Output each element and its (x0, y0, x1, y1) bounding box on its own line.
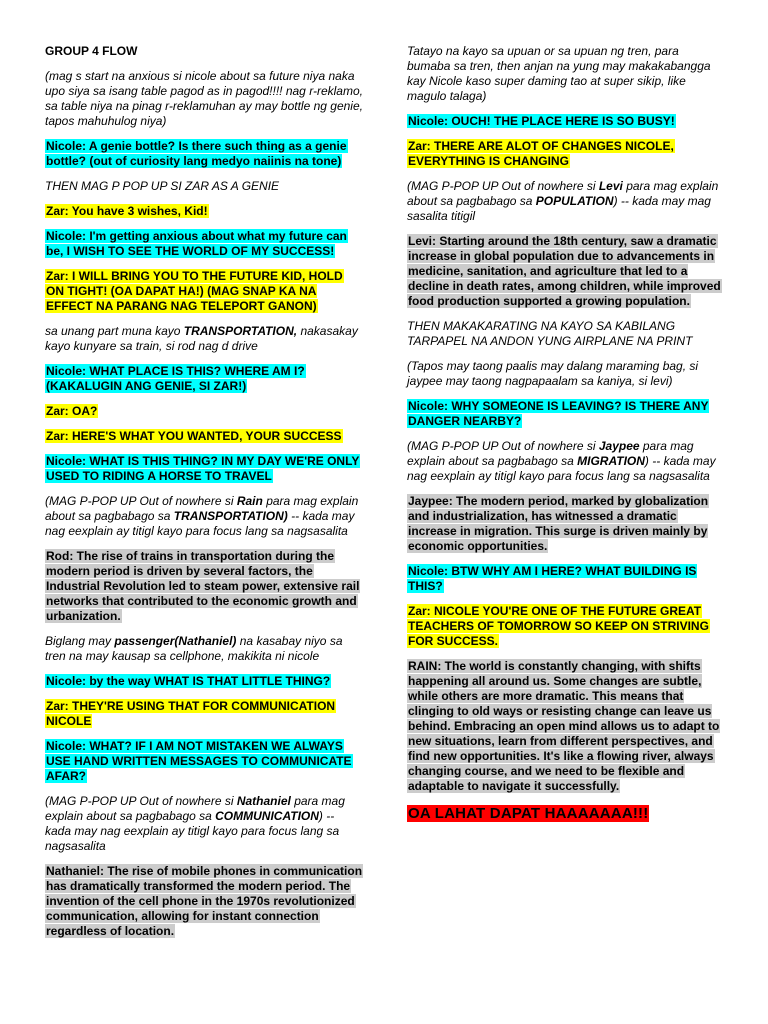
closing-line-text: OA LAHAT DAPAT HAAAAAAA!!! (408, 805, 649, 822)
stage-text: ) -- kada may mag sasalita titigil (407, 194, 711, 223)
stage-text: nakasakay kayo kunyare sa train, si rod nag d drive (45, 324, 358, 353)
stage-direction: (Tapos may taong paalis may dalang maraming bag, si jaypee may taong nagpapaalam sa kaniya, si levi) (407, 359, 699, 388)
speaker-explanation-text: Levi: Starting around the 18th century, saw a dramatic increase in global population due to advancements in medicine, sanitation, and agriculture that led to a decline in death rates, among children, while improved food production supported a growing population. (408, 234, 721, 308)
stage-text: na kasabay niyo sa tren na may kausap sa cellphone, makikita ni nicole (45, 634, 343, 663)
dialogue-nicole-text: Nicole: WHAT PLACE IS THIS? WHERE AM I? (KAKALUGIN ANG GENIE, SI ZAR!) (46, 364, 305, 393)
dialogue-nicole-text: Nicole: BTW WHY AM I HERE? WHAT BUILDING IS THIS? (408, 564, 697, 593)
stage-text: para mag explain about sa pagbabago sa (45, 794, 345, 823)
left-column (45, 44, 363, 949)
closing-line (407, 804, 725, 823)
speaker-explanation-text: Rod: The rise of trains in transportation during the modern period is driven by several factors, the Industrial Revolution led to steam power, extensive rail networks that contributed to the economic growth and urbanization. (46, 549, 360, 623)
dialogue-nicole (407, 564, 725, 594)
stage-text: sa unang part muna kayo (45, 324, 184, 338)
dialogue-zar-text: Zar: NICOLE YOU'RE ONE OF THE FUTURE GREAT TEACHERS OF TOMORROW SO KEEP ON STRIVING FOR SUCCESS. (408, 604, 709, 648)
speaker-name: Rain (236, 494, 263, 508)
dialogue-nicole (45, 139, 363, 169)
dialogue-nicole (407, 114, 725, 129)
dialogue-nicole (407, 399, 725, 429)
stage-direction: THEN MAKAKARATING NA KAYO SA KABILANG TARPAPEL NA ANDON YUNG AIRPLANE NA PRINT (407, 319, 693, 348)
dialogue-zar (45, 429, 363, 444)
dialogue-nicole (45, 364, 363, 394)
speaker-explanation-text: Jaypee: The modern period, marked by globalization and industrialization, has witnessed a dramatic increase in migration. This surge is driven mainly by economic opportunities. (408, 494, 709, 553)
speaker-name: Nathaniel (236, 794, 291, 808)
dialogue-nicole-text: Nicole: A genie bottle? Is there such thing as a genie bottle? (out of curiosity lang medyo naiinis na tone) (46, 139, 347, 168)
document-title: GROUP 4 FLOW (45, 44, 138, 58)
stage-text: (MAG P-POP UP Out of nowhere si (407, 179, 599, 193)
stage-text: para mag explain about sa pagbabago sa (407, 179, 719, 208)
topic-name: TRANSPORTATION) (173, 509, 288, 523)
dialogue-nicole-text: Nicole: OUCH! THE PLACE HERE IS SO BUSY! (408, 114, 675, 128)
stage-direction: Tatayo na kayo sa upuan or sa upuan ng tren, para bumaba sa tren, then anjan na yung may makakabangga kay Nicole kaso super daming tao at super sikip, like magulo talaga) (407, 44, 711, 103)
stage-direction (45, 494, 363, 539)
speaker-name: Levi (598, 179, 623, 193)
right-column (407, 44, 725, 833)
stage-text: (MAG P-POP UP Out of nowhere si (45, 794, 237, 808)
stage-text: ) -- kada may nag eexplain ay titigl kayo para focus lang sa nagsasalita (45, 809, 340, 853)
dialogue-zar-text: Zar: HERE'S WHAT YOU WANTED, YOUR SUCCESS (46, 429, 342, 443)
speaker-explanation-text: RAIN: The world is constantly changing, with shifts happening all around us. Some changes are subtle, while others are more dramatic. This means that clinging to old ways or resisting change can leave us behind. Embracing an open mind allows us to adapt to new situations, learn from different perspectives, and find new opportunities. It's like a flowing river, always changing course, and we need to be flexible and adaptable to navigate it successfully. (408, 659, 720, 793)
dialogue-nicole-text: Nicole: by the way WHAT IS THAT LITTLE THING? (46, 674, 331, 688)
dialogue-zar-text: Zar: OA? (46, 404, 98, 418)
stage-direction (407, 439, 725, 484)
dialogue-zar-text: Zar: I WILL BRING YOU TO THE FUTURE KID, HOLD ON TIGHT! (OA DAPAT HA!) (MAG SNAP KA NA EFFECT NA PARANG NAG TELEPORT GANON) (46, 269, 343, 313)
stage-direction (407, 179, 725, 224)
stage-direction (45, 634, 363, 664)
speaker-explanation (45, 549, 363, 624)
stage-direction: THEN MAG P POP UP SI ZAR AS A GENIE (45, 179, 280, 193)
speaker-explanation (407, 659, 725, 794)
speaker-explanation-text: Nathaniel: The rise of mobile phones in communication has dramatically transformed the modern period. The invention of the cell phone in the 1970s revolutionized communication, allowing for instant connection regardless of location. (46, 864, 363, 938)
speaker-explanation (45, 864, 363, 939)
topic-transportation: TRANSPORTATION, (183, 324, 298, 338)
stage-text: para mag explain about sa pagbabago sa (407, 439, 694, 468)
passenger-name: passenger(Nathaniel) (114, 634, 237, 648)
stage-direction (45, 324, 363, 354)
speaker-explanation (407, 494, 725, 554)
topic-name: POPULATION (535, 194, 614, 208)
dialogue-zar (45, 269, 363, 314)
dialogue-zar (45, 699, 363, 729)
dialogue-zar-text: Zar: THERE ARE ALOT OF CHANGES NICOLE, EVERYTHING IS CHANGING (408, 139, 674, 168)
dialogue-nicole (45, 739, 363, 784)
dialogue-zar-text: Zar: THEY'RE USING THAT FOR COMMUNICATION NICOLE (46, 699, 336, 728)
dialogue-nicole-text: Nicole: WHAT? IF I AM NOT MISTAKEN WE ALWAYS USE HAND WRITTEN MESSAGES TO COMMUNICATE AFAR? (46, 739, 352, 783)
stage-text: ) -- kada may nag eexplain ay titigl kayo para focus lang sa nagsasalita (407, 454, 716, 483)
dialogue-nicole-text: Nicole: WHY SOMEONE IS LEAVING? IS THERE ANY DANGER NEARBY? (408, 399, 709, 428)
stage-text: Biglang may (45, 634, 115, 648)
dialogue-zar-text: Zar: You have 3 wishes, Kid! (46, 204, 208, 218)
topic-name: MIGRATION (577, 454, 645, 468)
stage-text: -- kada may nag eexplain ay titigl kayo para focus lang sa nagsasalita (45, 509, 355, 538)
dialogue-nicole-text: Nicole: I'm getting anxious about what my future can be, I WISH TO SEE THE WORLD OF MY SUCCESS! (46, 229, 347, 258)
stage-text: (MAG P-POP UP Out of nowhere si (45, 494, 237, 508)
stage-text: para mag explain about sa pagbabago sa (45, 494, 359, 523)
stage-text: (MAG P-POP UP Out of nowhere si (407, 439, 599, 453)
dialogue-nicole (45, 674, 363, 689)
dialogue-zar (45, 204, 363, 219)
stage-direction (45, 794, 363, 854)
dialogue-zar (45, 404, 363, 419)
speaker-name: Jaypee (598, 439, 640, 453)
dialogue-zar (407, 604, 725, 649)
dialogue-zar (407, 139, 725, 169)
topic-name: COMMUNICATION (215, 809, 319, 823)
speaker-explanation (407, 234, 725, 309)
dialogue-nicole (45, 454, 363, 484)
dialogue-nicole (45, 229, 363, 259)
stage-direction: (mag s start na anxious si nicole about sa future niya naka upo siya sa isang table pagod as in pagod!!!! nag r-reklamo, sa table niya na pinag r-reklamuhan ay may bottle ng genie, tapos mahuhulog niya) (45, 69, 363, 128)
dialogue-nicole-text: Nicole: WHAT IS THIS THING? IN MY DAY WE'RE ONLY USED TO RIDING A HORSE TO TRAVEL (46, 454, 360, 483)
